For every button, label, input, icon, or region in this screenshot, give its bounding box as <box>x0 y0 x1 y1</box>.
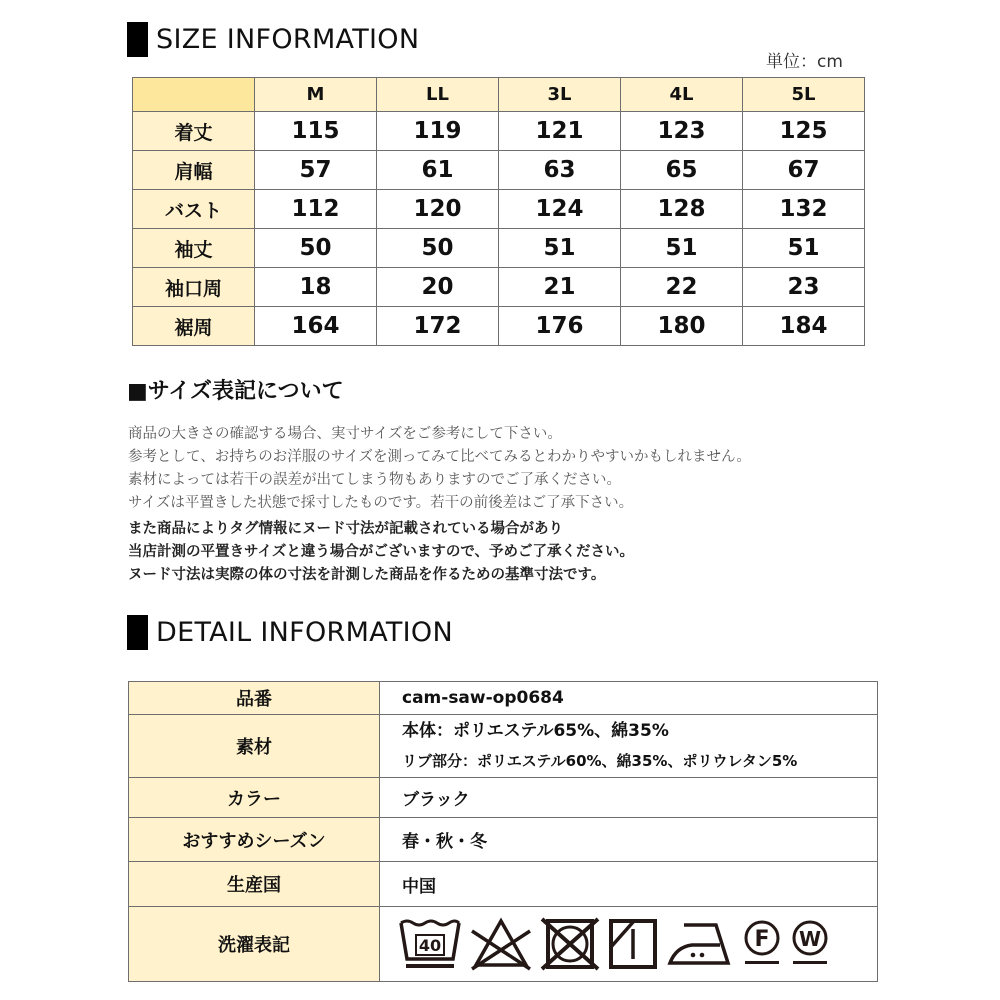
table-row <box>133 190 865 229</box>
cell-value: 125 <box>743 112 865 151</box>
svg-text:40: 40 <box>418 936 442 955</box>
season-value: 春・秋・冬 <box>380 818 878 862</box>
table-row <box>133 112 865 151</box>
wet-clean-w-icon <box>790 917 830 971</box>
cell-value: 184 <box>743 307 865 346</box>
detail-label: おすすめシーズン <box>129 818 380 862</box>
no-tumble-dry-icon <box>540 917 600 971</box>
cell-value: 23 <box>743 268 865 307</box>
cell-value: 119 <box>377 112 499 151</box>
cell-value: 20 <box>377 268 499 307</box>
cell-value: 172 <box>377 307 499 346</box>
size-note-title: ■サイズ表記について <box>127 379 344 404</box>
row-label: 着丈 <box>133 112 255 151</box>
size-table <box>132 77 865 346</box>
detail-row-origin <box>129 862 878 907</box>
cell-value: 65 <box>621 151 743 190</box>
cell-value: 176 <box>499 307 621 346</box>
detail-row-color <box>129 778 878 818</box>
color-value: ブラック <box>380 778 878 818</box>
size-col-header: 5L <box>743 78 865 112</box>
detail-label: 洗濯表記 <box>129 907 380 982</box>
title-bar-marker <box>127 615 148 650</box>
row-label: 肩幅 <box>133 151 255 190</box>
size-header-row <box>133 78 865 112</box>
detail-section-title <box>127 615 453 650</box>
cell-value: 67 <box>743 151 865 190</box>
note-line: 商品の大きさの確認する場合、実寸サイズをご参考にして下さい。 <box>128 426 562 442</box>
size-title-text: SIZE INFORMATION <box>156 24 420 55</box>
detail-table <box>128 681 878 982</box>
nude-size-note <box>128 518 634 587</box>
row-label: 袖丈 <box>133 229 255 268</box>
no-bleach-icon <box>470 917 532 971</box>
product-number-value: cam-saw-op0684 <box>380 682 878 715</box>
detail-title-text: DETAIL INFORMATION <box>156 617 453 648</box>
svg-text:F: F <box>754 927 770 952</box>
cell-value: 180 <box>621 307 743 346</box>
detail-label: 生産国 <box>129 862 380 907</box>
cell-value: 51 <box>499 229 621 268</box>
cell-value: 63 <box>499 151 621 190</box>
cell-value: 120 <box>377 190 499 229</box>
size-col-header: LL <box>377 78 499 112</box>
row-label: 裾周 <box>133 307 255 346</box>
detail-row-season <box>129 818 878 862</box>
cell-value: 61 <box>377 151 499 190</box>
detail-row-care <box>129 907 878 982</box>
size-col-header: M <box>255 78 377 112</box>
cell-value: 51 <box>621 229 743 268</box>
note-line: サイズは平置きした状態で採寸したものです。若干の前後差はご了承下さい。 <box>128 495 634 511</box>
unit-label: 単位：cm <box>766 52 843 72</box>
material-rib: リブ部分：ポリエステル60%、綿35%、ポリウレタン5% <box>402 752 798 770</box>
note-line-bold: 当店計測の平置きサイズと違う場合がございますので、予めご了承ください。 <box>128 544 635 560</box>
svg-text:W: W <box>798 927 822 951</box>
detail-row-material <box>129 715 878 778</box>
cell-value: 57 <box>255 151 377 190</box>
cell-value: 123 <box>621 112 743 151</box>
size-note-paragraph <box>128 423 751 515</box>
cell-value: 132 <box>743 190 865 229</box>
table-row <box>133 307 865 346</box>
wash-40-icon <box>398 917 462 971</box>
cell-value: 112 <box>255 190 377 229</box>
size-section-title <box>127 22 419 57</box>
material-main: 本体：ポリエステル65%、綿35% <box>402 721 669 741</box>
dry-clean-f-icon <box>742 917 782 971</box>
cell-value: 51 <box>743 229 865 268</box>
title-bar-marker <box>127 22 148 57</box>
cell-value: 21 <box>499 268 621 307</box>
note-line: 参考として、お持ちのお洋服のサイズを測ってみて比べてみるとわかりやすいかもしれません。 <box>128 449 751 465</box>
cell-value: 124 <box>499 190 621 229</box>
table-row <box>133 268 865 307</box>
origin-value: 中国 <box>380 862 878 907</box>
cell-value: 115 <box>255 112 377 151</box>
table-row <box>133 229 865 268</box>
cell-value: 18 <box>255 268 377 307</box>
detail-label: カラー <box>129 778 380 818</box>
note-line: 素材によっては若干の誤差が出てしまう物もありますのでご了承ください。 <box>128 472 621 488</box>
cell-value: 50 <box>377 229 499 268</box>
note-line-bold: また商品によりタグ情報にヌード寸法が記載されている場合があり <box>128 521 563 537</box>
iron-medium-icon <box>666 917 734 971</box>
size-col-header: 3L <box>499 78 621 112</box>
care-icons-row <box>398 917 876 971</box>
detail-label: 品番 <box>129 682 380 715</box>
note-line-bold: ヌード寸法は実際の体の寸法を計測した商品を作るための基準寸法です。 <box>128 567 606 583</box>
material-value <box>380 715 878 778</box>
cell-value: 128 <box>621 190 743 229</box>
size-col-header: 4L <box>621 78 743 112</box>
cell-value: 121 <box>499 112 621 151</box>
detail-label: 素材 <box>129 715 380 778</box>
row-label: バスト <box>133 190 255 229</box>
table-row <box>133 151 865 190</box>
detail-row-product-no <box>129 682 878 715</box>
cell-value: 50 <box>255 229 377 268</box>
cell-value: 164 <box>255 307 377 346</box>
line-dry-shade-icon <box>608 917 658 971</box>
cell-value: 22 <box>621 268 743 307</box>
care-symbols <box>380 907 878 982</box>
row-label: 袖口周 <box>133 268 255 307</box>
corner-cell <box>133 78 255 112</box>
